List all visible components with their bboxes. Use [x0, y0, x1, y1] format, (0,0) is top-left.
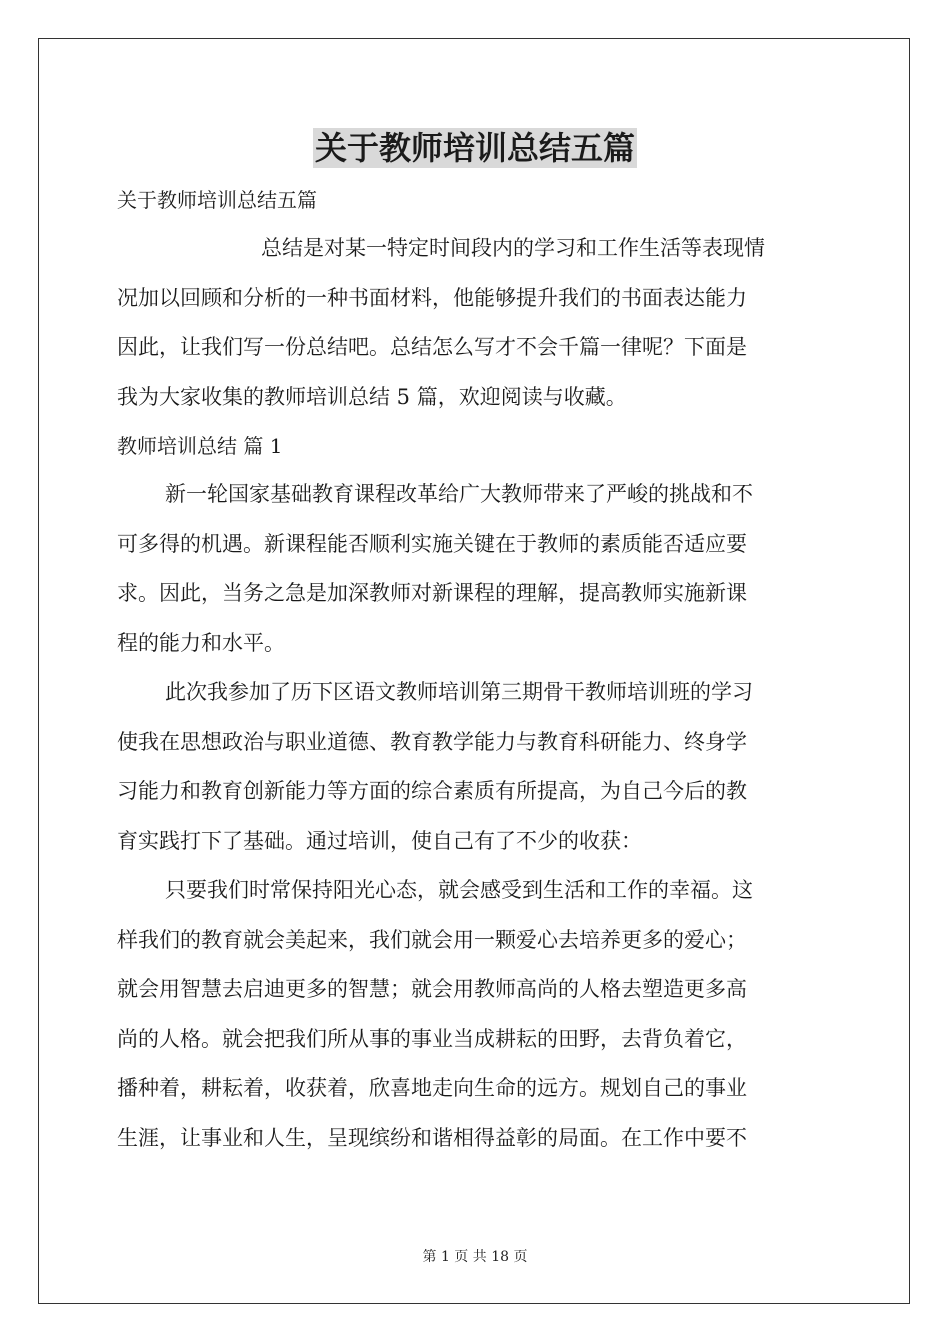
paragraph-line: 使我在思想政治与职业道德、教育教学能力与教育科研能力、终身学: [117, 729, 747, 754]
paragraph-line: 生涯，让事业和人生，呈现缤纷和谐相得益彰的局面。在工作中要不: [117, 1125, 747, 1150]
section-heading: 教师培训总结 篇 1: [117, 434, 283, 458]
intro-line: 总结是对某一特定时间段内的学习和工作生活等表现情: [261, 236, 765, 260]
paragraph-line: 播种着，耕耘着，收获着，欣喜地走向生命的远方。规划自己的事业: [117, 1076, 747, 1100]
paragraph-line: 程的能力和水平。: [117, 630, 285, 655]
intro-line: 我为大家收集的教师培训总结 5 篇，欢迎阅读与收藏。: [117, 384, 627, 409]
document-body: [117, 180, 837, 1167]
paragraph-line: 尚的人格。就会把我们所从事的事业当成耕耘的田野，去背负着它，: [117, 1026, 747, 1051]
paragraph-line: 求。因此，当务之急是加深教师对新课程的理解，提高教师实施新课: [117, 581, 747, 605]
document-title: 关于教师培训总结五篇: [314, 129, 635, 167]
intro-line: 因此，让我们写一份总结吧。总结怎么写才不会千篇一律呢？下面是: [117, 335, 747, 359]
title-container: [0, 128, 950, 168]
paragraph-line: 可多得的机遇。新课程能否顺利实施关键在于教师的素质能否适应要: [117, 531, 747, 556]
paragraph-line: 新一轮国家基础教育课程改革给广大教师带来了严峻的挑战和不: [165, 482, 753, 506]
intro-line: 况加以回顾和分析的一种书面材料，他能够提升我们的书面表达能力: [117, 285, 747, 310]
paragraph-line: 样我们的教育就会美起来，我们就会用一颗爱心去培养更多的爱心；: [117, 927, 747, 952]
paragraph-line: 育实践打下了基础。通过培训，使自己有了不少的收获：: [117, 828, 642, 853]
paragraph-line: 习能力和教育创新能力等方面的综合素质有所提高，为自己今后的教: [117, 779, 747, 803]
paragraph-line: 此次我参加了历下区语文教师培训第三期骨干教师培训班的学习: [165, 680, 753, 704]
page-footer: 第 1 页 共 18 页: [422, 1249, 528, 1265]
paragraph-line: 就会用智慧去启迪更多的智慧；就会用教师高尚的人格去塑造更多高: [117, 977, 747, 1001]
document-subtitle: 关于教师培训总结五篇: [117, 188, 317, 212]
paragraph-line: 只要我们时常保持阳光心态，就会感受到生活和工作的幸福。这: [165, 878, 753, 902]
